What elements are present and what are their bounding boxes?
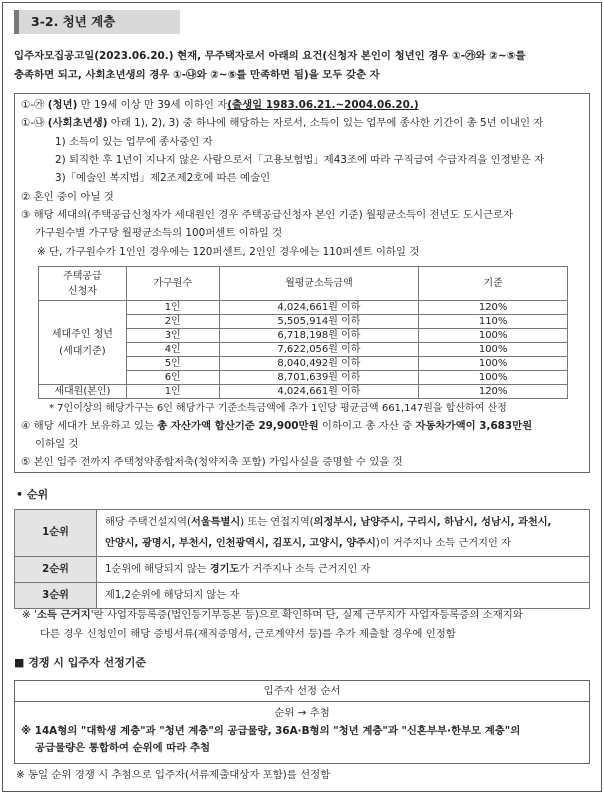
rank-table [14,509,590,609]
standard-cell: 100% [419,371,568,385]
members-cell: 6인 [126,371,219,385]
selection-order: 순위 → 추첨 [274,707,330,719]
rank-description: 제1,2순위에 해당되지 않는 자 [97,583,590,609]
selection-heading: ■ 경쟁 시 입주자 선정기준 [14,656,146,669]
amount-cell: 6,718,198원 이하 [219,329,419,343]
income-table-note: * 7인이상의 해당가구는 6인 해당가구 기준소득금액에 추가 1인당 평균금액 661,147원을 합산하여 산정 [49,403,507,414]
selection-box-title: 입주자 선정 순서 [15,681,589,702]
category-household-head: 세대주인 청년 (세대기준) [39,301,127,385]
req-new-worker-sub1: 1) 소득이 있는 업무에 종사중인 자 [55,136,213,148]
members-cell: 4인 [126,343,219,357]
req-new-worker-sub3: 3)「예술인 복지법」제2조제2호에 따른 예술인 [55,172,271,184]
rank-label: 1순위 [15,510,97,557]
req-savings: ⑤ 본인 입주 전까지 주택청약종합저축(청약저축 포함) 가입사실을 증명할 수 있을 것 [21,456,403,468]
amount-cell: 5,505,914원 이하 [219,315,419,329]
members-cell: 3인 [126,329,219,343]
table-row [39,301,568,315]
standard-cell: 100% [419,329,568,343]
selection-box [14,680,590,764]
rank-label: 3순위 [15,583,97,609]
members-cell: 2인 [126,315,219,329]
table-row [39,385,568,399]
order-heading: • 순위 [16,488,49,501]
section-title: 3-2. 청년 계층 [14,10,180,34]
header-standard: 기준 [419,267,568,301]
header-applicant: 주택공급 신청자 [39,267,127,301]
rank-row-2 [15,557,590,583]
income-table-header [39,267,568,301]
rank-row-1 [15,510,590,557]
req-new-worker: ①-㉯ (사회초년생) 아래 1), 2), 3) 중 하나에 해당하는 자로서, 소득이 있는 업무에 종사한 기간이 총 5년 이내인 자 [21,117,544,129]
req-assets-line2: 이하일 것 [35,438,79,450]
income-table [38,266,568,399]
header-income: 월평균소득금액 [219,267,419,301]
header-members: 가구원수 [126,267,219,301]
req-new-worker-sub2: 2) 퇴직한 후 1년이 지나지 않은 사람으로서「고용보험법」제43조에 따라 구직급여 수급자격을 인정받은 자 [55,154,545,166]
selection-note: ※ 14A형의 "대학생 계층"과 "청년 계층"의 공급물량, 36A·B형의 "청년 계층"과 "신혼부부·한부모 계층"의 공급물량은 통합하여 순위에 따라 추첨 [21,725,521,754]
members-cell: 1인 [126,301,219,315]
rank-description: 1순위에 해당되지 않는 경기도가 거주지나 소득 근거지인 자 [97,557,590,583]
intro-line-2: 충족하면 되고, 사회초년생의 경우 ①-㉯와 ②~⑤를 만족하면 됨)을 모두 갖춘 자 [14,69,380,81]
req-assets-line1: ④ 해당 세대가 보유하고 있는 총 자산가액 합산기준 29,900만원 이하이고 총 자산 중 자동차가액이 3,683만원 [21,420,533,432]
rank-row-3 [15,583,590,609]
final-note: ※ 동일 순위 경쟁 시 추첨으로 입주자(서류제출대상자 포함)를 선정함 [16,769,331,781]
amount-cell: 4,024,661원 이하 [219,301,419,315]
income-basis-note: ※ '소득 근거지'란 사업자등록증(법인등기부등본 등)으로 확인하며 단, 실제 근무지가 사업자등록증의 소재지와 다른 경우 신청인이 해당 증빙서류(재직증명서, 근로계약서 등)를 추가 제출할 경우에 인정함 [22,609,523,640]
standard-cell: 100% [419,343,568,357]
intro-text [14,47,590,85]
req-income-line1: ③ 해당 세대의(주택공급신청자가 세대원인 경우 주택공급신청자 본인 기준) 월평균소득이 전년도 도시근로자 [21,209,514,221]
standard-cell: 120% [419,301,568,315]
amount-cell: 7,622,056원 이하 [219,343,419,357]
intro-line-1: 입주자모집공고일(2023.06.20.) 현재, 무주택자로서 아래의 요건(신청자 본인이 청년인 경우 ①-㉮와 ②~⑤를 [14,50,526,62]
members-cell: 5인 [126,357,219,371]
req-unmarried: ② 혼인 중이 아닐 것 [21,191,114,203]
members-cell: 1인 [126,385,219,399]
rank-label: 2순위 [15,557,97,583]
amount-cell: 4,024,661원 이하 [219,385,419,399]
standard-cell: 100% [419,357,568,371]
standard-cell: 120% [419,385,568,399]
standard-cell: 110% [419,315,568,329]
amount-cell: 8,040,492원 이하 [219,357,419,371]
category-household-member: 세대원(본인) [39,385,127,399]
rank-description: 해당 주택건설지역(서울특별시) 또는 연접지역(의정부시, 남양주시, 구리시, 하남시, 성남시, 과천시, 안양시, 광명시, 부천시, 인천광역시, 김포시, 고양시, 양주시)이 거주지나 소득 근거지인 자 [97,510,590,557]
amount-cell: 8,701,639원 이하 [219,371,419,385]
req-youth: ①-㉮ (청년) 만 19세 이상 만 39세 이하인 자(출생일 1983.06.21.~2004.06.20.) [21,99,419,111]
req-income-note: ※ 단, 가구원수가 1인인 경우에는 120퍼센트, 2인인 경우에는 110퍼센트 이하일 것 [37,246,420,258]
req-income-line2: 가구원수별 가구당 월평균소득의 100퍼센트 이하일 것 [35,227,283,239]
